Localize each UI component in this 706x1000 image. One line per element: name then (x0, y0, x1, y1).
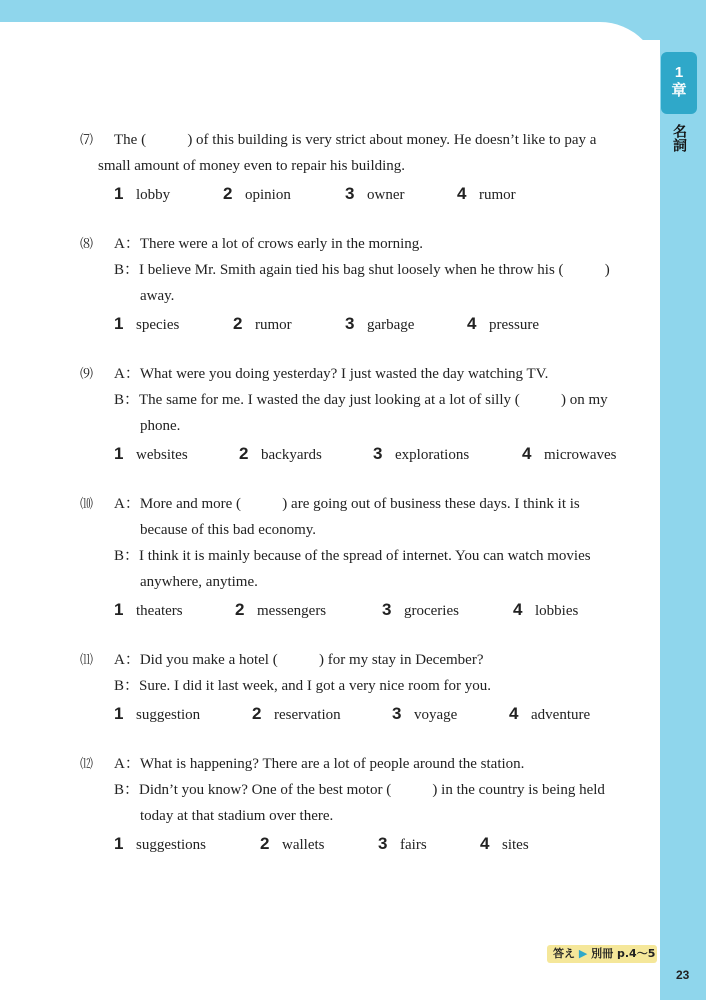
answer-label: 答え (553, 947, 575, 960)
choice-number: 1 (114, 184, 124, 203)
choices (80, 441, 648, 469)
choice-text: adventure (531, 707, 591, 723)
question-number: ⑾ (80, 652, 94, 667)
choice-number: 4 (457, 184, 467, 203)
choice-text: garbage (367, 317, 415, 333)
choice-2[interactable] (223, 181, 291, 208)
choice-3[interactable] (378, 831, 427, 858)
choice-2[interactable] (239, 441, 322, 468)
dialogue-b: B：The same for me. I wasted the day just looking at a lot of silly ( ) on my (114, 392, 608, 408)
choice-1[interactable] (114, 441, 188, 468)
choice-text: fairs (400, 837, 427, 853)
choice-text: websites (136, 447, 188, 463)
choice-text: wallets (282, 837, 325, 853)
question-7 (80, 127, 648, 209)
choice-number: 3 (345, 314, 355, 333)
choice-number: 4 (480, 834, 490, 853)
chapter-number: 1 (674, 64, 684, 81)
choice-text: lobby (136, 187, 171, 203)
choice-number: 1 (114, 444, 124, 463)
question-number: ⑻ (80, 236, 94, 251)
choice-text: species (136, 317, 180, 333)
chapter-label: 章 (671, 82, 687, 99)
choice-text: suggestion (136, 707, 201, 723)
dialogue-b: B：Sure. I did it last week, and I got a very nice room for you. (114, 678, 491, 694)
choice-text: microwaves (544, 447, 617, 463)
dialogue-b: B：I think it is mainly because of the spread of internet. You can watch movies (114, 548, 591, 564)
choice-3[interactable] (392, 701, 457, 728)
choices (80, 701, 648, 729)
choice-2[interactable] (252, 701, 341, 728)
chapter-topic (668, 124, 690, 152)
choice-number: 1 (114, 600, 124, 619)
choice-text: messengers (257, 603, 327, 619)
dialogue-a: A：There were a lot of crows early in the morning. (114, 236, 424, 252)
choice-4[interactable] (513, 597, 578, 624)
question-number: ⑼ (80, 366, 94, 381)
choice-1[interactable] (114, 597, 183, 624)
choice-text: rumor (255, 317, 292, 333)
choice-number: 2 (260, 834, 270, 853)
choice-number: 3 (345, 184, 355, 203)
dialogue-a: A：What is happening? There are a lot of people around the station. (114, 756, 525, 772)
dialogue-b-cont: anywhere, anytime. (140, 574, 258, 590)
choice-number: 3 (382, 600, 392, 619)
choice-number: 2 (223, 184, 233, 203)
choice-3[interactable] (373, 441, 469, 468)
choice-text: suggestions (136, 837, 207, 853)
choice-2[interactable] (235, 597, 326, 624)
choice-text: lobbies (535, 603, 579, 619)
answer-reference (547, 945, 657, 963)
choice-1[interactable] (114, 181, 170, 208)
choice-text: groceries (404, 603, 459, 619)
question-number: ⑽ (80, 496, 94, 511)
choices (80, 311, 648, 339)
choice-2[interactable] (233, 311, 292, 338)
choice-number: 4 (513, 600, 523, 619)
choice-text: rumor (479, 187, 516, 203)
choices (80, 181, 648, 209)
choice-number: 3 (373, 444, 383, 463)
choices (80, 831, 648, 859)
dialogue-a: A：Did you make a hotel ( ) for my stay in December? (114, 652, 484, 668)
choice-4[interactable] (480, 831, 529, 858)
page-number: 23 (676, 968, 690, 982)
question-text-cont: small amount of money even to repair his building. (98, 158, 406, 174)
question-text: The ( ) of this building is very strict about money. He doesn’t like to pay a (114, 132, 597, 148)
choice-text: backyards (261, 447, 322, 463)
choice-1[interactable] (114, 701, 200, 728)
choice-number: 1 (114, 834, 124, 853)
choice-number: 3 (392, 704, 402, 723)
choices (80, 597, 648, 625)
dialogue-a: A：More and more ( ) are going out of business these days. I think it is (114, 496, 580, 512)
choice-4[interactable] (457, 181, 516, 208)
choice-text: owner (367, 187, 405, 203)
choice-number: 1 (114, 704, 124, 723)
choice-1[interactable] (114, 311, 179, 338)
choice-4[interactable] (522, 441, 616, 468)
question-8 (80, 231, 648, 339)
choice-number: 2 (239, 444, 249, 463)
question-9 (80, 361, 648, 469)
chapter-topic-text: 名詞 (671, 124, 687, 152)
choice-2[interactable] (260, 831, 325, 858)
dialogue-b: B：I believe Mr. Smith again tied his bag shut loosely when he throw his ( ) (114, 262, 610, 278)
choice-number: 2 (233, 314, 243, 333)
question-number: ⑺ (80, 132, 94, 147)
choice-number: 4 (522, 444, 532, 463)
choice-3[interactable] (345, 181, 405, 208)
question-11 (80, 647, 648, 729)
chapter-tab (661, 52, 697, 114)
play-arrow-icon: ▶ (578, 947, 588, 960)
choice-4[interactable] (509, 701, 590, 728)
choice-number: 3 (378, 834, 388, 853)
dialogue-b-cont: away. (140, 288, 175, 304)
choice-1[interactable] (114, 831, 206, 858)
answer-ref-text: 別冊 p.4～5 (591, 947, 656, 960)
choice-number: 2 (235, 600, 245, 619)
question-12 (80, 751, 648, 859)
choice-3[interactable] (345, 311, 414, 338)
dialogue-b-cont: phone. (140, 418, 181, 434)
question-10 (80, 491, 648, 625)
choice-text: pressure (489, 317, 539, 333)
dialogue-a: A：What were you doing yesterday? I just wasted the day watching TV. (114, 366, 549, 382)
choice-4[interactable] (467, 311, 539, 338)
dialogue-b-cont: today at that stadium over there. (140, 808, 334, 824)
choice-text: reservation (274, 707, 341, 723)
dialogue-b: B：Didn’t you know? One of the best motor ( ) in the country is being held (114, 782, 605, 798)
choice-text: sites (502, 837, 529, 853)
choice-text: theaters (136, 603, 183, 619)
choice-number: 4 (509, 704, 519, 723)
choice-number: 2 (252, 704, 262, 723)
choice-number: 4 (467, 314, 477, 333)
question-number: ⑿ (80, 756, 94, 771)
choice-text: explorations (395, 447, 470, 463)
choice-text: voyage (414, 707, 458, 723)
choice-number: 1 (114, 314, 124, 333)
choice-3[interactable] (382, 597, 459, 624)
choice-text: opinion (245, 187, 291, 203)
dialogue-a-cont: because of this bad economy. (140, 522, 317, 538)
